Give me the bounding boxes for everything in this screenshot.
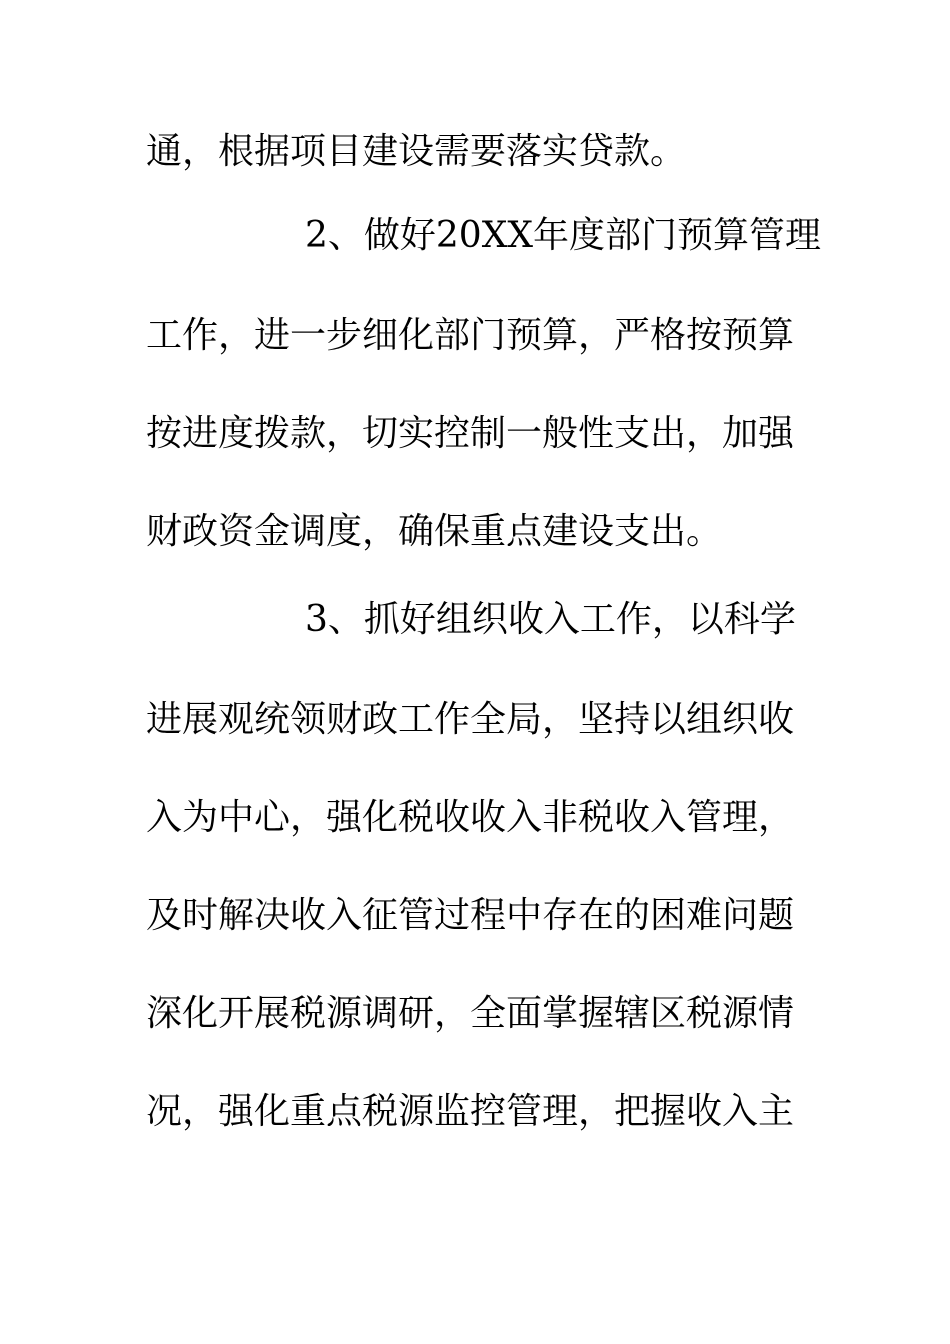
text-line-10: 深化开展税源调研，全面掌握辖区税源情 (146, 993, 795, 1034)
text-line-9: 及时解决收入征管过程中存在的困难问题 (146, 895, 795, 936)
text-line-11: 况，强化重点税源监控管理，把握收入主 (146, 1091, 795, 1132)
text-line-1: 通，根据项目建设需要落实贷款。 (146, 131, 687, 172)
text-line-3: 工作，进一步细化部门预算，严格按预算 (146, 315, 795, 356)
text-line-2: 2、做好20XX年度部门预算管理 (305, 215, 821, 256)
text-line-8: 入为中心，强化税收收入非税收入管理， (146, 797, 795, 838)
text-line-7: 进展观统领财政工作全局，坚持以组织收 (146, 699, 795, 740)
text-line-6: 3、抓好组织收入工作，以科学 (305, 599, 796, 640)
text-line-4: 按进度拨款，切实控制一般性支出，加强 (146, 413, 795, 454)
text-line-5: 财政资金调度，确保重点建设支出。 (146, 511, 723, 552)
